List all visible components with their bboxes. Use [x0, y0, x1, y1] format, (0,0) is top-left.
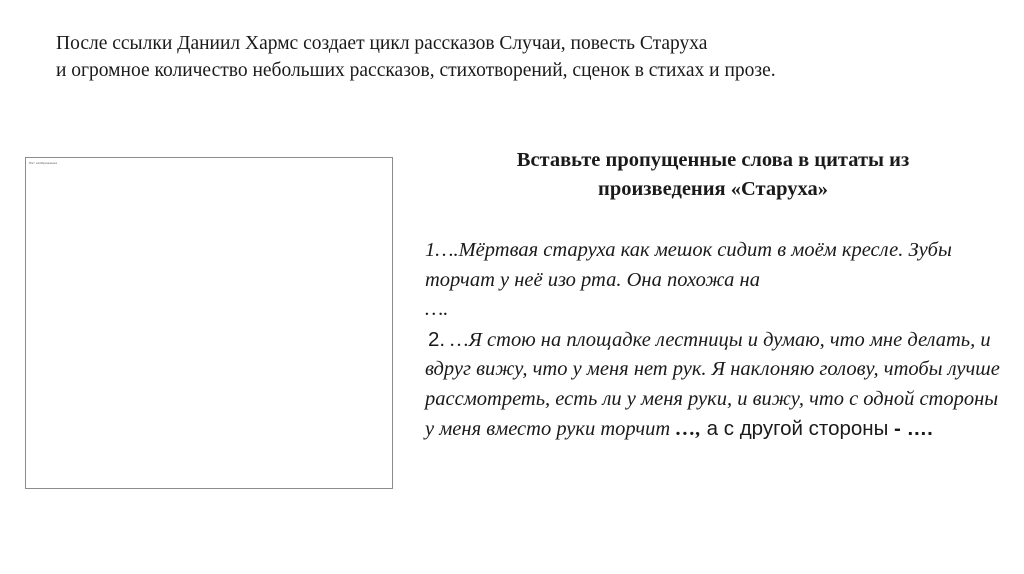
- quote-1-blank: ….: [425, 298, 449, 320]
- quote-2: [425, 325, 1010, 445]
- task-heading-line-2: произведения «Старуха»: [598, 178, 828, 200]
- intro-paragraph: [56, 30, 1006, 84]
- task-heading-line-1: Вставьте пропущенные слова в цитаты из: [516, 149, 910, 171]
- quote-1: [425, 236, 1010, 325]
- task-heading: [420, 146, 1006, 204]
- image-placeholder: [25, 157, 393, 489]
- quote-2-blank-1: …,: [675, 418, 701, 440]
- quotes-block: [425, 236, 1010, 445]
- quote-1-prefix: 1….: [425, 239, 459, 261]
- intro-line-1: После ссылки Даниил Хармс создает цикл рассказов Случаи, повесть Старуха: [56, 33, 708, 54]
- quote-2-middle: а с другой стороны: [700, 417, 895, 440]
- quote-2-text: …Я стою на площадке лестницы и думаю, что мне делать, и вдруг вижу, что у меня нет рук. Я наклоняю голову, чтобы лучше рассмотреть, есть ли у меня руки, и вижу, что с одной стороны у меня вместо руки торчит: [425, 328, 1000, 440]
- image-caption: Нет изображения: [29, 161, 58, 165]
- quote-2-blank-2: - ….: [894, 417, 933, 440]
- intro-line-2: и огромное количество небольших рассказов, стихотворений, сценок в стихах и прозе.: [56, 60, 776, 81]
- quote-2-number: 2.: [428, 327, 446, 351]
- quote-1-text: Мёртвая старуха как мешок сидит в моём кресле. Зубы торчат у неё изо рта. Она похожа на: [425, 239, 952, 291]
